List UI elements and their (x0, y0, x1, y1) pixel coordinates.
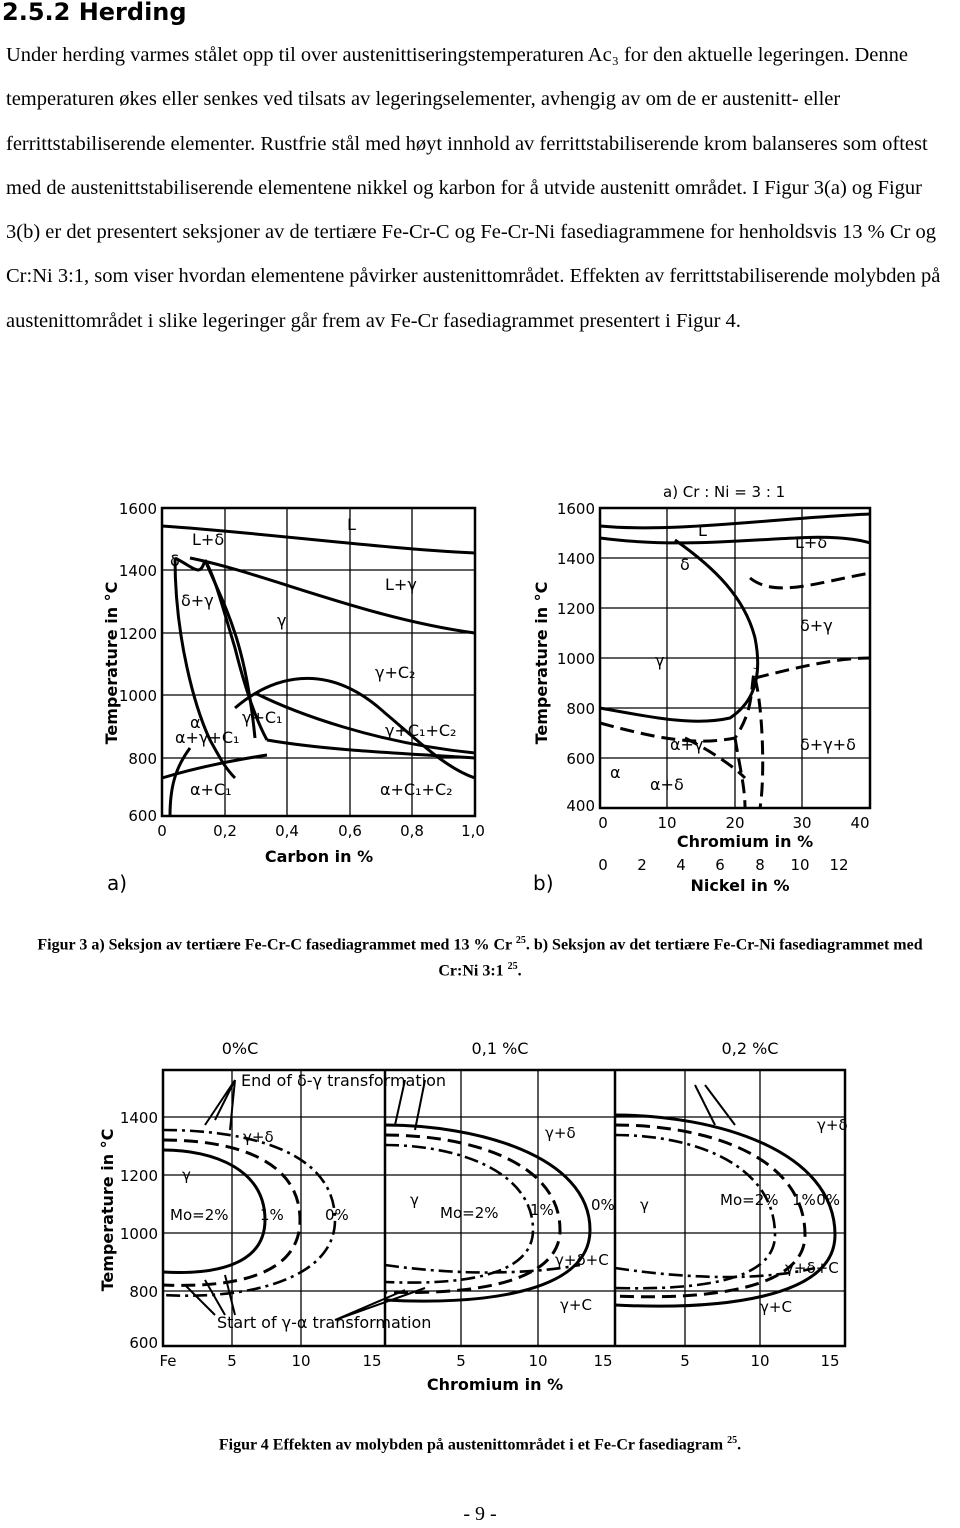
fig3a-panel-label: a) (107, 871, 128, 895)
fig3b-x2-tick: 12 (829, 856, 849, 874)
figure-3-diagrams (95, 478, 885, 910)
fig4-x-tick: 15 (593, 1352, 613, 1370)
fig3b-y-tick: 400 (566, 797, 595, 815)
fig4-x-ticks (159, 1352, 839, 1370)
fig4-region-label: γ+δ (243, 1128, 274, 1146)
fig4-region-label: γ (182, 1166, 191, 1184)
fig4-region-label: γ+δ+C (785, 1259, 839, 1277)
fig3a-y-tick: 800 (128, 750, 157, 768)
fig3b-x-tick: 30 (792, 814, 812, 832)
fig3b-y-ticks (557, 500, 595, 815)
fig3b-y-tick: 1200 (556, 600, 595, 618)
section-heading: 2.5.2 Herding (2, 0, 187, 26)
fig3b-region-label: L (698, 521, 707, 540)
figure-4-caption-main: Figur 4 Effekten av molybden på austenittområdet i et Fe-Cr fasediagram (218, 1436, 724, 1454)
fig4-region-label: γ+δ+C (555, 1251, 609, 1269)
fig4-y-tick: 1000 (119, 1225, 158, 1243)
fig3a-region-label: α (190, 713, 201, 732)
fig3b-region-label: α+δ (650, 775, 684, 794)
fig3a-region-label: γ+C₁ (242, 708, 283, 727)
fig3b-region-label: α (610, 763, 621, 782)
fig3b-x-tick: 40 (850, 814, 870, 832)
fig3b-region-label: γ (655, 651, 665, 670)
fig3a-x-tick: 0,4 (275, 822, 299, 840)
fig4-region-label: Mo=2% (720, 1191, 779, 1209)
fig3b-y-axis-label: Temperature in °C (532, 581, 551, 745)
fig4-panel-title: 0,1 %C (471, 1039, 529, 1058)
fig3b-region-label: δ (680, 555, 690, 574)
fig4-region-label: Mo=2% (170, 1206, 229, 1224)
fig3a-y-tick: 1200 (118, 625, 157, 643)
fig4-x-tick: 10 (528, 1352, 548, 1370)
fig4-y-tick: 1400 (119, 1109, 158, 1127)
fig3a-region-label: γ+C₁+C₂ (385, 721, 457, 740)
figure-4-caption-end: . (737, 1436, 742, 1454)
fig3a-grid (162, 508, 475, 816)
fig4-region-label: 0% (325, 1206, 349, 1224)
figure-3b-diagram (532, 483, 870, 895)
fig4-x-tick: 15 (362, 1352, 382, 1370)
fig3a-x-tick: 0,2 (213, 822, 237, 840)
fig4-x-axis-label: Chromium in % (426, 1375, 564, 1394)
fig3b-x-tick: 0 (598, 814, 608, 832)
fig3b-x2-tick: 6 (715, 856, 725, 874)
fig4-region-label: γ+δ (817, 1116, 848, 1134)
fig3b-x-ticks (598, 814, 869, 832)
fig3b-x2-tick: 2 (637, 856, 647, 874)
figure-4 (95, 1030, 885, 1400)
fig3b-title: a) Cr : Ni = 3 : 1 (663, 483, 786, 501)
fig3b-panel-label: b) (533, 871, 554, 895)
fig4-x-tick: 5 (456, 1352, 466, 1370)
fig4-region-label: 0% (591, 1196, 615, 1214)
fig4-panel-titles (222, 1039, 779, 1058)
fig4-region-label: γ (640, 1196, 649, 1214)
figure-3 (95, 478, 885, 910)
fig3a-region-label: δ (170, 551, 180, 570)
fig4-x-tick: Fe (159, 1352, 177, 1370)
fig4-region-label: γ (410, 1191, 419, 1209)
fig3b-x-axis-label: Chromium in % (676, 832, 814, 851)
fig4-x-tick: 10 (750, 1352, 770, 1370)
fig3b-region-label: δ+γ+δ (800, 735, 856, 754)
fig3a-x-tick: 0 (157, 822, 167, 840)
fig4-panel-title: 0,2 %C (721, 1039, 779, 1058)
fig3b-x2-axis-label: Nickel in % (690, 876, 790, 895)
fig3a-y-axis-label: Temperature in °C (102, 581, 121, 745)
fig4-y-ticks (120, 1109, 158, 1352)
fig3a-y-tick: 1000 (118, 687, 157, 705)
fig3b-region-label: α+γ (670, 735, 704, 754)
fig3a-y-tick: 600 (128, 807, 157, 825)
figure-4-caption-reference: 25 (727, 1435, 738, 1446)
fig3a-region-label: δ+γ (181, 591, 214, 610)
fig4-y-tick: 800 (129, 1283, 158, 1301)
fig3a-x-ticks (157, 822, 485, 840)
fig3a-x-tick: 1,0 (461, 822, 485, 840)
fig3a-x-tick: 0,8 (400, 822, 424, 840)
fig4-top-annotation: End of δ-γ transformation (241, 1071, 447, 1090)
figure-3-caption-middle: . b) Seksjon av det tertiære Fe-Cr-Ni fasediagrammet med Cr:Ni 3:1 (438, 936, 923, 980)
figure-3-caption-main: Figur 3 a) Seksjon av tertiære Fe-Cr-C fasediagrammet med 13 % Cr (37, 936, 512, 954)
figure-4-diagram (95, 1030, 885, 1400)
fig3a-region-label: L+δ (192, 530, 225, 549)
fig3b-y-tick: 600 (566, 750, 595, 768)
fig3b-x2-tick: 0 (598, 856, 608, 874)
fig3b-region-label: L+δ (795, 533, 828, 552)
figure-4-caption (0, 1430, 960, 1456)
fig3a-region-label: L (347, 515, 356, 534)
fig3b-y-tick: 1400 (556, 550, 595, 568)
fig3b-x2-tick: 10 (790, 856, 810, 874)
fig3a-x-axis-label: Carbon in % (264, 847, 374, 866)
fig3b-y-tick: 1000 (556, 650, 595, 668)
fig3b-x2-tick: 8 (755, 856, 765, 874)
fig3b-x-tick: 10 (657, 814, 677, 832)
fig3b-x2-tick: 4 (676, 856, 686, 874)
fig4-region-label: γ+δ (545, 1124, 576, 1142)
page-number: - 9 - (463, 1503, 497, 1525)
fig3a-y-tick: 1600 (118, 500, 157, 518)
fig4-x-tick: 5 (680, 1352, 690, 1370)
fig4-x-tick: 15 (820, 1352, 840, 1370)
fig3a-region-labels (170, 515, 456, 799)
fig4-y-tick: 600 (129, 1334, 158, 1352)
fig4-y-tick: 1200 (119, 1167, 158, 1185)
fig4-panel-title: 0%C (221, 1039, 259, 1058)
fig3a-region-label: γ+C₂ (375, 663, 416, 682)
fig3a-y-ticks (119, 500, 157, 825)
fig3a-region-label: L+γ (385, 575, 417, 594)
fig3a-y-tick: 1400 (118, 562, 157, 580)
fig4-x-tick: 10 (291, 1352, 311, 1370)
fig3b-x2-ticks (598, 856, 848, 874)
fig4-region-label: 1% (530, 1201, 554, 1219)
fig3b-region-label: δ+γ (800, 616, 833, 635)
fig4-y-axis-label: Temperature in °C (98, 1128, 117, 1292)
fig4-x-tick: 5 (227, 1352, 237, 1370)
fig3b-grid (600, 508, 870, 808)
figure-3-caption-reference: 25 (515, 935, 526, 946)
fig4-bottom-annotation: Start of γ-α transformation (217, 1313, 432, 1332)
fig4-region-label: Mo=2% (440, 1204, 499, 1222)
fig3a-x-tick: 0,6 (338, 822, 362, 840)
figure-3a-diagram (102, 500, 485, 895)
fig3b-y-tick: 800 (566, 700, 595, 718)
fig3a-frame (162, 508, 475, 816)
fig3a-region-label: α+γ+C₁ (175, 728, 240, 747)
figure-3-caption-reference: 25 (507, 961, 518, 973)
fig3b-y-tick: 1600 (556, 500, 595, 518)
fig3b-x-tick: 20 (725, 814, 745, 832)
fig4-region-label: 1% (260, 1206, 284, 1224)
fig4-region-label: 1% (792, 1191, 816, 1209)
fig4-region-label: γ+C (760, 1298, 792, 1316)
fig3a-region-label: α+C₁ (190, 780, 232, 799)
figure-3-caption (20, 930, 940, 983)
body-paragraph: Under herding varmes stålet opp til over austenittiseringstemperaturen Ac₃ for den aktuelle legeringen. Denne temperaturen økes eller senkes ved tilsats av legeringselementer, avhengig av om de er austenitt- eller ferrittstabiliserende elementer. Rustfrie stål med høyt innhold av ferrittstabiliserende krom balanseres som oftest med de austenittstabiliserende elementene nikkel og karbon for å utvide austenitt området. I Figur 3(a) og Figur 3(b) er det presentert seksjoner av de tertiære Fe-Cr-C og Fe-Cr-Ni fasediagrammene for henholdsvis 13 % Cr og Cr:Ni 3:1, som viser hvordan elementene påvirker austenittområdet. Effekten av ferrittstabiliserende molybden på austenittområdet i slike legeringer går frem av Fe-Cr fasediagrammet presentert i Figur 4. (6, 44, 941, 332)
figure-3-caption-end: . (517, 962, 522, 980)
fig3a-region-label: γ (277, 611, 287, 630)
fig4-region-label: γ+C (560, 1296, 592, 1314)
fig3a-region-label: α+C₁+C₂ (380, 780, 453, 799)
fig4-region-label: 0% (816, 1191, 840, 1209)
